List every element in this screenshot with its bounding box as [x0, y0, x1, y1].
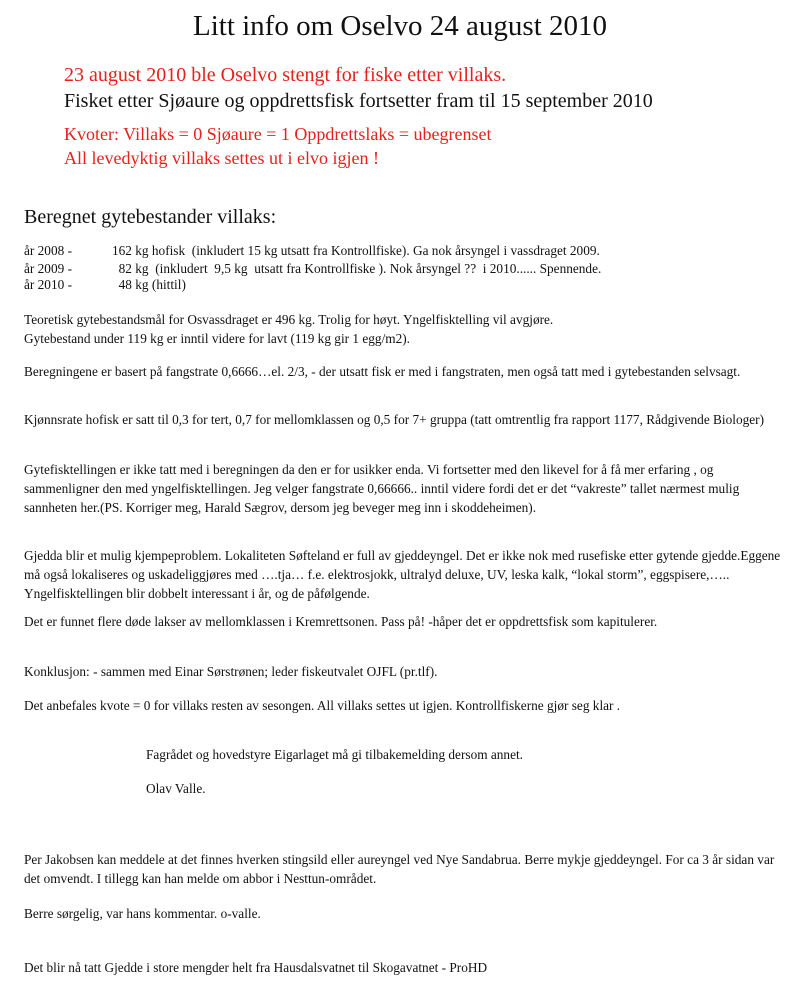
paragraph-recommendation: Det anbefales kvote = 0 for villaks resten av sesongen. All villaks settes ut igjen. Kontrollfiskerne gjør seg klar . [24, 698, 621, 713]
release-line: All levedyktig villaks settes ut i elvo igjen ! [64, 148, 379, 168]
paragraph-pike: Gjedda blir et mulig kjempeproblem. Lokaliteten Søfteland er full av gjeddeyngel. Det er ikke nok med rusefiske etter gytende gjedde.Eggene må også lokaliseres og uskadeliggjøres med ….tja… f.e. elektrosjokk, ultralyd deluxe, UV, leska kalk, “lokal storm”, eggspisere,….. Yngelfisktellingen blir dobbelt interessant i år, og de påfølgende. [24, 548, 781, 601]
paragraph-observation: Per Jakobsen kan meddele at det finnes hverken stingsild eller aureyngel ved Nye Sandabrua. Berre mykje gjeddeyngel. For ca 3 år sidan var det omvendt. I tillegg kan han melde om abbor i Nesttun-området. [24, 852, 775, 886]
paragraph-pike-catch: Det blir nå tatt Gjedde i store mengder helt fra Hausdalsvatnet til Skogavatnet - ProHD [24, 960, 488, 975]
year-text: 82 kg (inkludert 9,5 kg utsatt fra Kontrollfiske ). Nok årsyngel ?? i 2010...... Spennende. [112, 261, 602, 276]
paragraph-dead-salmon: Det er funnet flere døde lakser av mellomklassen i Kremrettsonen. Pass på! -håper det er oppdrettsfisk som kapitulerer. [24, 614, 658, 629]
signature: Olav Valle. [146, 781, 206, 796]
quota-line: Kvoter: Villaks = 0 Sjøaure = 1 Oppdrettslaks = ubegrenset [64, 124, 492, 144]
target-line: Teoretisk gytebestandsmål for Osvassdraget er 496 kg. Trolig for høyt. Yngelfisktelling vil avgjøre. [24, 312, 554, 327]
paragraph-feedback: Fagrådet og hovedstyre Eigarlaget må gi tilbakemelding dersom annet. [146, 747, 524, 762]
target-line: Gytebestand under 119 kg er inntil videre for lavt (119 kg gir 1 egg/m2). [24, 331, 411, 346]
paragraph-sex-ratio: Kjønnsrate hofisk er satt til 0,3 for tert, 0,7 for mellomklassen og 0,5 for 7+ gruppa (tatt omtrentlig fra rapport 1177, Rådgivende Biologer) [24, 412, 765, 427]
year-label: år 2010 - [24, 277, 72, 292]
season-continues: Fisket etter Sjøaure og oppdrettsfisk fortsetter fram til 15 september 2010 [64, 90, 653, 112]
year-row [24, 276, 186, 294]
year-text: 48 kg (hittil) [112, 277, 186, 292]
paragraph-basis: Beregningene er basert på fangstrate 0,6666…el. 2/3, - der utsatt fisk er med i fangstraten, men også tatt med i gytebestanden selvsagt. [24, 364, 741, 379]
paragraph-comment: Berre sørgelig, var hans kommentar. o-valle. [24, 906, 261, 921]
section-heading: Beregnet gytebestander villaks: [24, 206, 277, 228]
year-label: år 2008 - [24, 243, 72, 258]
page-title: Litt info om Oselvo 24 august 2010 [192, 10, 608, 42]
paragraph-counting: Gytefisktellingen er ikke tatt med i beregningen da den er for usikker enda. Vi fortsetter med den likevel for å få mer erfaring , og sammenligner den med yngelfisktellingen. Jeg velger fangstrate 0,66666.. inntil videre fordi det er det “vakreste” tallet nærmest mulig sannheten her.(PS. Korriger meg, Harald Sægrov, dersom jeg beveger meg inn i skoddeheimen). [24, 462, 740, 515]
year-label: år 2009 - [24, 261, 72, 276]
paragraph-conclusion: Konklusjon: - sammen med Einar Sørstrønen; leder fiskeutvalet OJFL (pr.tlf). [24, 664, 438, 679]
year-text: 162 kg hofisk (inkludert 15 kg utsatt fra Kontrollfiske). Ga nok årsyngel i vassdraget 2009. [112, 243, 600, 258]
year-row [24, 242, 600, 260]
paragraph-target [24, 310, 784, 348]
closure-notice: 23 august 2010 ble Oselvo stengt for fiske etter villaks. [64, 64, 507, 86]
